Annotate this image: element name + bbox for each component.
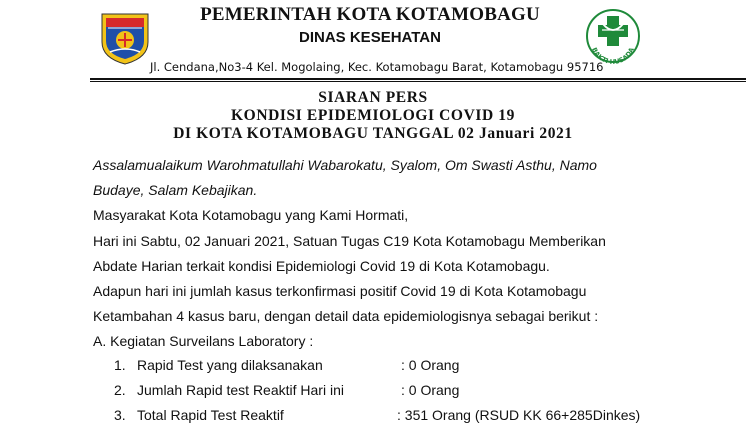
city-emblem-icon — [96, 8, 154, 66]
paragraph-1-line-2: Abdate Harian terkait kondisi Epidemiologi Covid 19 di Kota Kotamobagu. — [93, 258, 550, 274]
greeting-line-1: Assalamualaikum Warohmatullahi Wabarokatu, Syalom, Om Swasti Asthu, Namo — [93, 157, 597, 173]
press-release-title: SIARAN PERS — [318, 89, 428, 106]
list-item-label: Total Rapid Test Reaktif — [137, 407, 284, 423]
bakti-husada-icon — [583, 6, 643, 68]
press-release-subject: KONDISI EPIDEMIOLOGI COVID 19 — [231, 107, 515, 124]
list-item-number: 3. — [114, 407, 126, 423]
salutation: Masyarakat Kota Kotamobagu yang Kami Hormati, — [93, 207, 409, 223]
section-a-label: A. Kegiatan Surveilans Laboratory : — [93, 333, 314, 349]
paragraph-2-line-2: Ketambahan 4 kasus baru, dengan detail data epidemiologisnya sebagai berikut : — [93, 308, 599, 324]
list-item-label: Rapid Test yang dilaksanakan — [137, 357, 323, 373]
bakti-husada-text: BAKTI HUSADA — [590, 46, 636, 67]
letterhead-rule-thick — [90, 78, 746, 80]
list-item-value: : 351 Orang (RSUD KK 66+285Dinkes) — [397, 407, 641, 423]
list-item-label: Jumlah Rapid test Reaktif Hari ini — [137, 382, 344, 398]
list-item-value: : 0 Orang — [401, 357, 460, 373]
press-release-date-line: DI KOTA KOTAMOBAGU TANGGAL 02 Januari 2021 — [173, 125, 573, 142]
letterhead — [0, 0, 746, 80]
list-item-number: 1. — [114, 357, 126, 373]
letterhead-title: PEMERINTAH KOTA KOTAMOBAGU — [200, 4, 540, 25]
greeting-line-2: Budaye, Salam Kebajikan. — [93, 182, 258, 198]
list-item-number: 2. — [114, 382, 126, 398]
paragraph-2-line-1: Adapun hari ini jumlah kasus terkonfirmasi positif Covid 19 di Kota Kotamobagu — [93, 283, 587, 299]
letterhead-subtitle: DINAS KESEHATAN — [299, 29, 441, 46]
list-item-value: : 0 Orang — [401, 382, 460, 398]
letterhead-rule-thin — [90, 81, 746, 82]
paragraph-1-line-1: Hari ini Sabtu, 02 Januari 2021, Satuan Tugas C19 Kota Kotamobagu Memberikan — [93, 233, 606, 249]
letterhead-address: Jl. Cendana,No3-4 Kel. Mogolaing, Kec. Kotamobagu Barat, Kotamobagu 95716 — [150, 60, 604, 74]
